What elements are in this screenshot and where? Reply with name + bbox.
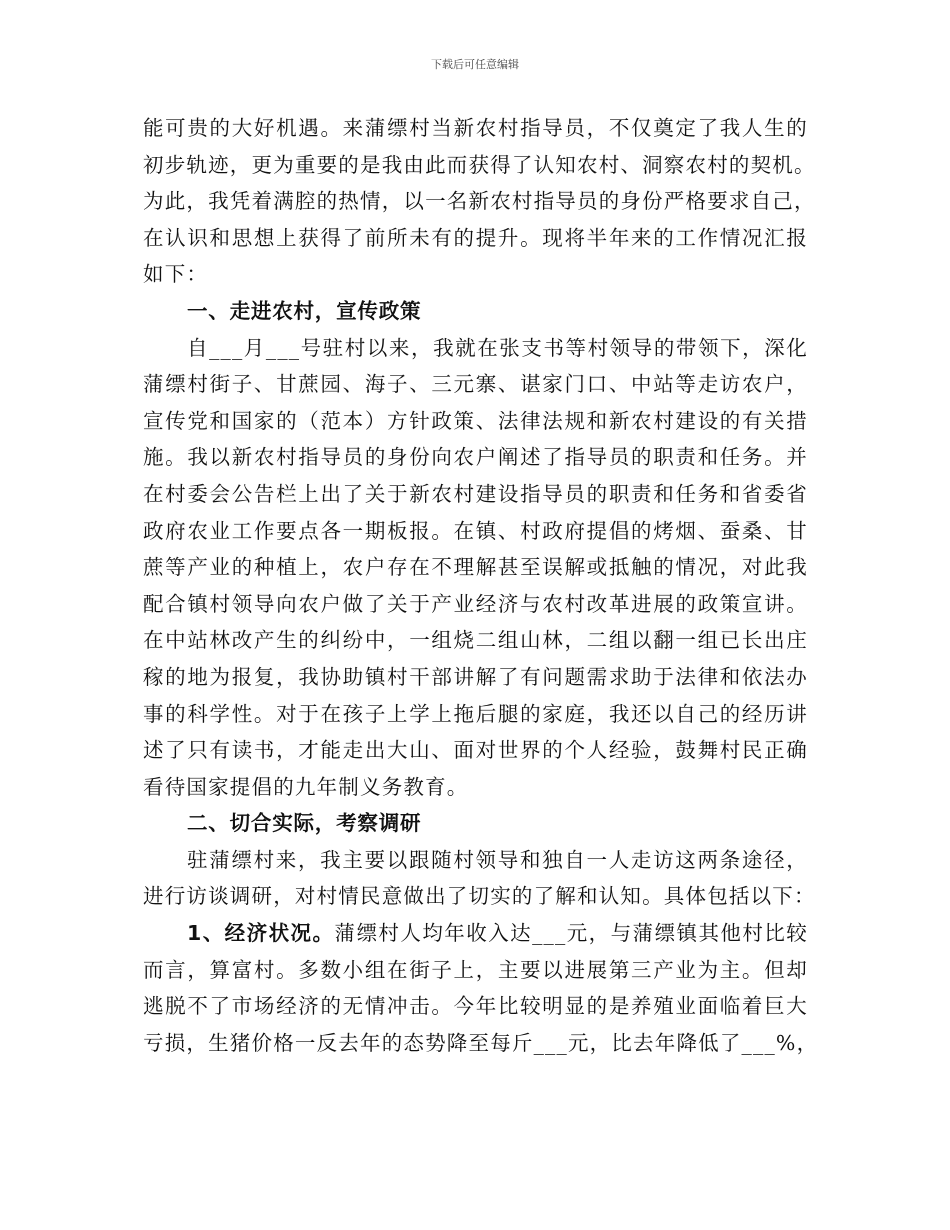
text-line: 逃脱不了市场经济的无情冲击。今年比较明显的是养殖业面临着巨大: [143, 994, 808, 1019]
text-line: 如下：: [143, 262, 209, 287]
text-line: 配合镇村领导向农户做了关于产业经济与农村改革进展的政策宣讲。: [143, 591, 808, 616]
text-line: 宣传党和国家的（范本）方针政策、法律法规和新农村建设的有关措: [143, 408, 808, 433]
section-heading-1: 一、走进农村，宣传政策: [187, 298, 422, 323]
text-line: 初步轨迹，更为重要的是我由此而获得了认知农村、洞察农村的契机。: [143, 152, 816, 177]
subsection-lead: 1、经济状况。: [187, 921, 335, 946]
text-span: 蒲缥村人均年收入达___元，与蒲缥镇其他村比较: [334, 921, 808, 946]
text-line: 在村委会公告栏上出了关于新农村建设指导员的职责和任务和省委省: [143, 481, 808, 506]
text-line: 蔗等产业的种植上，农户存在不理解甚至误解或抵触的情况，对此我: [143, 555, 808, 580]
text-line: 驻蒲缥村来，我主要以跟随村领导和独自一人走访这两条途径，: [187, 847, 808, 872]
text-line: 能可贵的大好机遇。来蒲缥村当新农村指导员，不仅奠定了我人生的: [143, 116, 808, 140]
text-line: 稼的地为报复，我协助镇村干部讲解了有问题需求助于法律和依法办: [143, 664, 808, 689]
text-line: 自___月___号驻村以来，我就在张支书等村领导的带领下，深化: [187, 335, 808, 360]
text-line: 事的科学性。对于在孩子上学上拖后腿的家庭，我还以自己的经历讲: [143, 701, 808, 726]
page-header: 下载后可任意编辑: [431, 58, 519, 71]
text-line: [143, 915, 808, 952]
text-line: 政府农业工作要点各一期板报。在镇、村政府提倡的烤烟、蚕桑、甘: [143, 518, 808, 543]
document-body: [143, 110, 819, 1061]
text-line: 而言，算富村。多数小组在街子上，主要以进展第三产业为主。但却: [143, 957, 808, 982]
section-heading-2: 二、切合实际，考察调研: [187, 811, 422, 836]
text-line: 亏损，生猪价格一反去年的态势降至每斤___元，比去年降低了___%，: [143, 1030, 819, 1055]
text-line: 看待国家提倡的九年制义务教育。: [143, 774, 469, 799]
text-line: 蒲缥村街子、甘蔗园、海子、三元寨、谌家门口、中站等走访农户，: [143, 372, 808, 397]
text-line: 述了只有读书，才能走出大山、面对世界的个人经验，鼓舞村民正确: [143, 738, 808, 763]
text-line: 在中站林改产生的纠纷中，一组烧二组山林，二组以翻一组已长出庄: [143, 628, 808, 653]
text-line: 进行访谈调研，对村情民意做出了切实的了解和认知。具体包括以下：: [143, 884, 816, 909]
text-line: 在认识和思想上获得了前所未有的提升。现将半年来的工作情况汇报: [143, 225, 808, 250]
text-line: 施。我以新农村指导员的身份向农户阐述了指导员的职责和任务。并: [143, 445, 808, 470]
text-line: 为此，我凭着满腔的热情，以一名新农村指导员的身份严格要求自己，: [143, 189, 816, 214]
